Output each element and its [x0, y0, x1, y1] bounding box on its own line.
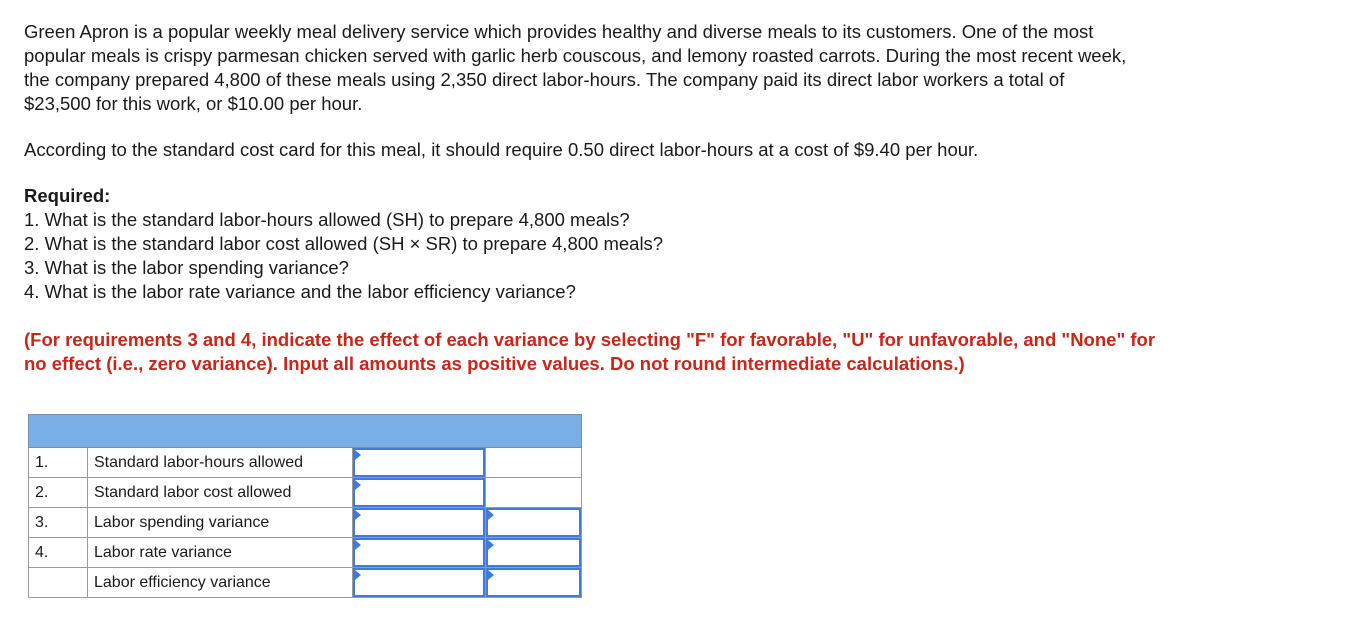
- requirements-list: [24, 208, 1324, 304]
- required-heading: Required:: [24, 185, 111, 206]
- row-label: Labor efficiency variance: [88, 568, 353, 598]
- standard-hours-input[interactable]: [355, 450, 483, 475]
- requirement-item-2: 2. What is the standard labor cost allowed (SH × SR) to prepare 4,800 meals?: [24, 233, 664, 254]
- amount-cell: [353, 538, 486, 568]
- answer-table: [28, 414, 582, 598]
- effect-cell: [486, 568, 582, 598]
- spending-variance-input[interactable]: [355, 510, 483, 535]
- table-header-row: [29, 415, 582, 448]
- problem-paragraph-1: Green Apron is a popular weekly meal delivery service which provides healthy and diverse meals to its customers. One of the most popular meals is crispy parmesan chicken served with garlic herb couscous, and lemony roasted carrots. During the most recent week, the company prepared 4,800 of these meals using 2,350 direct labor-hours. The company paid its direct labor workers a total of $23,500 for this work, or $10.00 per hour.: [24, 21, 1127, 114]
- requirement-item-4: 4. What is the labor rate variance and the labor efficiency variance?: [24, 281, 576, 302]
- input-flag-icon: [355, 480, 361, 490]
- row-number: [29, 568, 88, 598]
- problem-content: [24, 20, 1324, 376]
- input-flag-icon: [355, 540, 361, 550]
- input-flag-icon: [355, 450, 361, 460]
- table-header-cell: [29, 415, 582, 448]
- row-label: Labor rate variance: [88, 538, 353, 568]
- effect-cell: [486, 538, 582, 568]
- amount-input-box: [353, 448, 485, 477]
- amount-cell: [353, 478, 486, 508]
- requirement-item-3: 3. What is the labor spending variance?: [24, 257, 349, 278]
- standard-cost-input[interactable]: [355, 480, 483, 505]
- amount-input-box: [353, 508, 485, 537]
- effect-select-box: [486, 568, 581, 597]
- rate-variance-effect-select[interactable]: [488, 540, 579, 565]
- dropdown-flag-icon: [488, 570, 494, 580]
- effect-select-box: [486, 538, 581, 567]
- dropdown-flag-icon: [488, 510, 494, 520]
- problem-paragraph-2: According to the standard cost card for this meal, it should require 0.50 direct labor-hours at a cost of $9.40 per hour.: [24, 139, 979, 160]
- empty-cell: [486, 478, 582, 508]
- empty-cell: [486, 448, 582, 478]
- instruction-text: (For requirements 3 and 4, indicate the effect of each variance by selecting "F" for favorable, "U" for unfavorable, and "None" for no effect (i.e., zero variance). Input all amounts as positive values. Do not round intermediate calculations.): [24, 329, 1156, 374]
- row-number: 4.: [29, 538, 88, 568]
- row-number: 3.: [29, 508, 88, 538]
- efficiency-variance-input[interactable]: [355, 570, 483, 595]
- amount-cell: [353, 448, 486, 478]
- dropdown-flag-icon: [488, 540, 494, 550]
- amount-cell: [353, 568, 486, 598]
- table-row: [29, 508, 582, 538]
- row-number: 2.: [29, 478, 88, 508]
- efficiency-variance-effect-select[interactable]: [488, 570, 579, 595]
- effect-select-box: [486, 508, 581, 537]
- row-number: 1.: [29, 448, 88, 478]
- requirement-item-1: 1. What is the standard labor-hours allowed (SH) to prepare 4,800 meals?: [24, 209, 630, 230]
- spending-variance-effect-select[interactable]: [488, 510, 579, 535]
- amount-input-box: [353, 568, 485, 597]
- table-row: [29, 568, 582, 598]
- table-row: [29, 448, 582, 478]
- table-row: [29, 538, 582, 568]
- row-label: Standard labor-hours allowed: [88, 448, 353, 478]
- input-flag-icon: [355, 510, 361, 520]
- row-label: Labor spending variance: [88, 508, 353, 538]
- input-flag-icon: [355, 570, 361, 580]
- amount-input-box: [353, 478, 485, 507]
- table-row: [29, 478, 582, 508]
- rate-variance-input[interactable]: [355, 540, 483, 565]
- effect-cell: [486, 508, 582, 538]
- row-label: Standard labor cost allowed: [88, 478, 353, 508]
- amount-input-box: [353, 538, 485, 567]
- amount-cell: [353, 508, 486, 538]
